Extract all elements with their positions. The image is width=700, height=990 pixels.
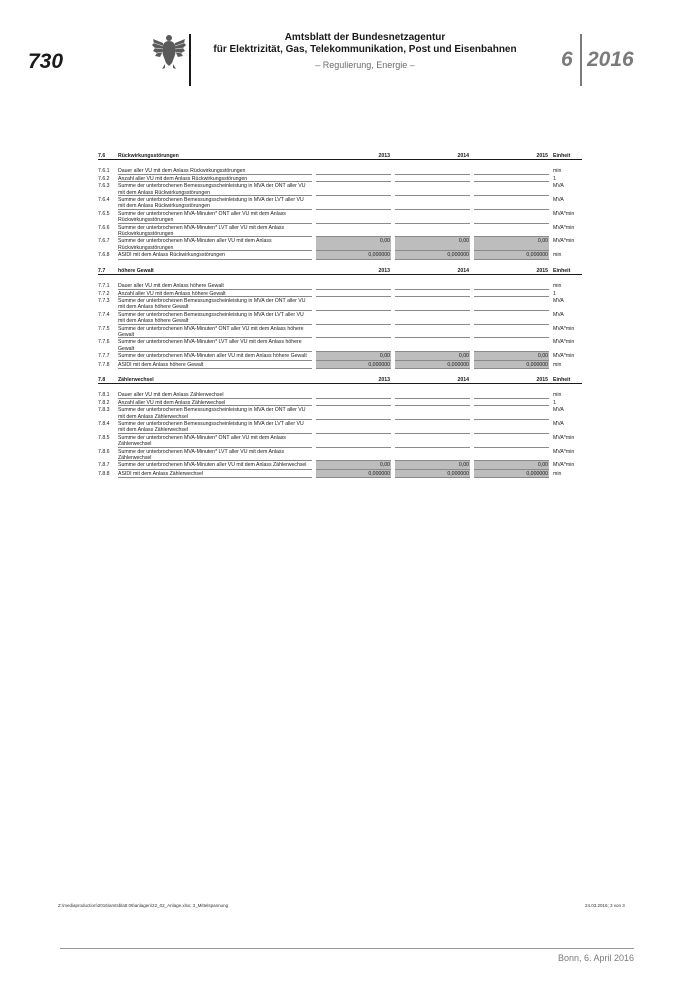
unit-cell: 1: [553, 175, 556, 182]
table-row: [98, 338, 582, 352]
unit-cell: MVA: [553, 421, 564, 427]
table-row: [98, 237, 582, 251]
value-cell: [395, 182, 470, 196]
row-label: Summe der unterbrochenen MVA-Minuten* ONT aller VU mit dem Anlass Rückwirkungsstörungen: [118, 210, 286, 224]
row-number: 7.8.2: [98, 399, 110, 406]
unit-cell: MVA: [553, 297, 564, 304]
value-cell: [474, 406, 549, 420]
value-cell: 0,00: [316, 352, 391, 360]
table-row: [98, 196, 582, 210]
value-cell: [474, 167, 549, 174]
value-cell: 0,00: [395, 352, 470, 360]
footer-file-path: Z:\mediaproduction\2016\amtsblatt 06\anlagen\22_02_Anlage.xlsx; 3_Mittelspannung: [58, 903, 229, 908]
unit-cell: min: [553, 252, 562, 259]
unit-cell: MVA*min: [553, 448, 575, 455]
row-label: Summe der unterbrochenen MVA-Minuten aller VU mit dem Anlass Zählerwechsel: [118, 462, 307, 469]
value-cell: [395, 297, 470, 311]
unit-column-header: Einheit: [553, 153, 571, 159]
value-cell: [316, 420, 391, 434]
table-row: [98, 461, 582, 469]
row-label: Anzahl aller VU mit dem Anlass Zählerwechsel: [118, 399, 226, 406]
value-cell: [474, 434, 549, 448]
table-row: [98, 470, 582, 478]
value-cell: [316, 325, 391, 339]
row-label: Dauer aller VU mit dem Anlass höhere Gewalt: [118, 283, 224, 290]
row-underline: [118, 259, 312, 260]
table-row: [98, 391, 582, 398]
unit-cell: MVA: [553, 311, 564, 318]
row-number: 7.6.2: [98, 175, 110, 182]
value-cell: [316, 448, 391, 462]
unit-cell: 1: [553, 399, 556, 406]
row-number: 7.8.8: [98, 470, 110, 477]
row-number: 7.8.1: [98, 392, 110, 399]
unit-cell: MVA*min: [553, 210, 575, 217]
table-section: [98, 376, 582, 478]
value-cell: 0,000000: [316, 470, 391, 478]
year-column-header: 2013: [378, 267, 390, 274]
section-header-row: [98, 376, 582, 384]
value-cell: [395, 311, 470, 325]
year-column-header: 2013: [378, 153, 390, 159]
table-row: [98, 448, 582, 462]
section-header-row: [98, 267, 582, 275]
unit-cell: 1: [553, 290, 556, 297]
table-row: [98, 399, 582, 406]
value-cell: [316, 210, 391, 224]
value-cell: 0,00: [395, 237, 470, 251]
row-label: Summe der unterbrochenen MVA-Minuten aller VU mit dem Anlass Rückwirkungsstörungen: [118, 238, 272, 251]
row-number: 7.7.4: [98, 311, 110, 318]
value-cell: 0,000000: [474, 361, 549, 369]
value-cell: [474, 399, 549, 406]
year-column-header: 2014: [457, 153, 469, 159]
unit-cell: min: [553, 361, 562, 368]
value-cell: [474, 338, 549, 352]
value-cell: [395, 167, 470, 174]
unit-column-header: Einheit: [553, 267, 571, 274]
row-label: Summe der unterbrochenen MVA-Minuten* ONT aller VU mit dem Anlass höhere Gewalt: [118, 325, 304, 338]
unit-cell: MVA: [553, 407, 564, 414]
row-number: 7.7.8: [98, 361, 110, 368]
unit-cell: min: [553, 392, 562, 399]
year-column-header: 2015: [536, 153, 548, 159]
table-row: [98, 297, 582, 311]
gazette-subtitle: – Regulierung, Energie –: [315, 60, 415, 70]
value-cell: [316, 224, 391, 238]
value-cell: [474, 290, 549, 297]
table-row: [98, 182, 582, 196]
value-cell: [316, 399, 391, 406]
value-cell: [395, 338, 470, 352]
footer-place-date: Bonn, 6. April 2016: [557, 953, 634, 963]
row-label: Summe der unterbrochenen Bemessungsscheinleistung in MVA der LVT aller VU mit dem Anlass höhere Gewalt: [118, 311, 304, 325]
year-column-header: 2013: [378, 376, 390, 383]
value-cell: [474, 311, 549, 325]
value-cell: [395, 391, 470, 398]
value-cell: 0,00: [474, 352, 549, 360]
row-underline: [118, 477, 312, 478]
row-number: 7.8.5: [98, 434, 110, 441]
issue-divider: [580, 34, 582, 86]
value-cell: 0,000000: [395, 361, 470, 369]
value-cell: 0,000000: [474, 251, 549, 259]
value-cell: [316, 406, 391, 420]
unit-cell: MVA*min: [553, 325, 575, 332]
value-cell: [316, 196, 391, 210]
row-label: ASIDI mit dem Anlass Zählerwechsel: [118, 470, 204, 477]
value-cell: [474, 297, 549, 311]
value-cell: [316, 391, 391, 398]
row-number: 7.8.3: [98, 407, 110, 414]
value-cell: 0,000000: [395, 470, 470, 478]
unit-cell: min: [553, 470, 562, 477]
table-row: [98, 434, 582, 448]
data-tables: [98, 152, 582, 485]
value-cell: [474, 182, 549, 196]
unit-cell: MVA*min: [553, 434, 575, 441]
row-label: Summe der unterbrochenen MVA-Minuten* LVT aller VU mit dem Anlass höhere Gewalt: [118, 339, 302, 352]
value-cell: [474, 175, 549, 182]
row-number: 7.7.1: [98, 283, 110, 290]
row-number: 7.8.6: [98, 448, 110, 455]
row-number: 7.6.6: [98, 224, 110, 231]
value-cell: [395, 282, 470, 289]
row-number: 7.6.7: [98, 238, 110, 245]
section-title: höhere Gewalt: [118, 267, 154, 274]
value-cell: [474, 420, 549, 434]
row-number: 7.7.7: [98, 353, 110, 360]
value-cell: [395, 290, 470, 297]
table-row: [98, 251, 582, 259]
unit-cell: MVA*min: [553, 339, 575, 346]
section-number: 7.8: [98, 376, 106, 383]
row-label: Summe der unterbrochenen MVA-Minuten aller VU mit dem Anlass höhere Gewalt: [118, 353, 307, 360]
value-cell: [395, 399, 470, 406]
unit-cell: min: [553, 168, 562, 175]
value-cell: [316, 167, 391, 174]
table-row: [98, 290, 582, 297]
value-cell: 0,00: [316, 237, 391, 251]
row-number: 7.6.4: [98, 197, 110, 204]
row-number: 7.6.3: [98, 183, 110, 190]
gazette-title-line1: Amtsblatt der Bundesnetzagentur: [284, 32, 446, 43]
row-label: ASIDI mit dem Anlass Rückwirkungsstörungen: [118, 252, 225, 259]
year-column-header: 2015: [536, 376, 548, 383]
value-cell: [474, 282, 549, 289]
table-row: [98, 282, 582, 289]
row-label: Summe der unterbrochenen Bemessungsscheinleistung in MVA der LVT aller VU mit dem Anlass Rückwirkungsstörungen: [118, 197, 304, 210]
value-cell: 0,000000: [395, 251, 470, 259]
section-title: Zählerwechsel: [118, 376, 154, 383]
value-cell: [474, 448, 549, 462]
value-cell: 0,00: [474, 461, 549, 469]
value-cell: [316, 338, 391, 352]
row-underline: [118, 368, 312, 369]
row-number: 7.8.7: [98, 462, 110, 469]
table-section: [98, 152, 582, 260]
value-cell: [316, 175, 391, 182]
section-number: 7.6: [98, 153, 106, 159]
unit-cell: MVA*min: [553, 224, 575, 231]
issue-year: 2016: [587, 48, 634, 71]
row-label: Summe der unterbrochenen Bemessungsscheinleistung in MVA der ONT aller VU mit dem Anlass Rückwirkungsstörungen: [118, 183, 306, 196]
page-number: 730: [28, 50, 64, 73]
row-number: 7.7.5: [98, 325, 110, 332]
table-row: [98, 325, 582, 339]
value-cell: [395, 434, 470, 448]
table-row: [98, 167, 582, 174]
value-cell: [316, 282, 391, 289]
unit-cell: min: [553, 283, 562, 290]
row-label: Summe der unterbrochenen Bemessungsscheinleistung in MVA der ONT aller VU mit dem Anlass höhere Gewalt: [118, 297, 306, 311]
table-row: [98, 224, 582, 238]
row-label: Anzahl aller VU mit dem Anlass höhere Gewalt: [118, 290, 226, 297]
unit-cell: MVA: [553, 197, 564, 204]
row-label: Summe der unterbrochenen MVA-Minuten* ONT aller VU mit dem Anlass Zählerwechsel: [118, 434, 286, 448]
issue-number: 6: [561, 48, 573, 71]
footer-page-info: 24.03.2016; 3 von 3: [585, 903, 625, 908]
table-row: [98, 352, 582, 360]
row-label: Summe der unterbrochenen MVA-Minuten* LVT aller VU mit dem Anlass Rückwirkungsstörungen: [118, 224, 285, 238]
value-cell: [474, 224, 549, 238]
unit-cell: MVA*min: [553, 238, 575, 245]
row-label: ASIDI mit dem Anlass höhere Gewalt: [118, 361, 204, 368]
row-label: Dauer aller VU mit dem Anlass Zählerwechsel: [118, 392, 224, 399]
section-number: 7.7: [98, 267, 106, 274]
value-cell: [395, 420, 470, 434]
unit-column-header: Einheit: [553, 376, 571, 383]
row-number: 7.7.2: [98, 290, 110, 297]
value-cell: 0,00: [316, 461, 391, 469]
value-cell: 0,000000: [316, 361, 391, 369]
row-number: 7.7.3: [98, 297, 110, 304]
table-row: [98, 175, 582, 182]
federal-eagle-icon: [152, 33, 186, 69]
value-cell: [474, 196, 549, 210]
table-row: [98, 361, 582, 369]
row-label: Summe der unterbrochenen Bemessungsscheinleistung in MVA der LVT aller VU mit dem Anlass Zählerwechsel: [118, 421, 304, 434]
row-label: Summe der unterbrochenen MVA-Minuten* LVT aller VU mit dem Anlass Zählerwechsel: [118, 448, 285, 462]
value-cell: 0,000000: [474, 470, 549, 478]
gazette-title-line2: für Elektrizität, Gas, Telekommunikation, Post und Eisenbahnen: [213, 44, 517, 55]
year-column-header: 2014: [457, 267, 469, 274]
row-number: 7.6.5: [98, 210, 110, 217]
row-label: Anzahl aller VU mit dem Anlass Rückwirkungsstörungen: [118, 175, 248, 182]
value-cell: 0,00: [474, 237, 549, 251]
year-column-header: 2014: [457, 376, 469, 383]
table-row: [98, 210, 582, 224]
row-number: 7.6.1: [98, 168, 110, 175]
value-cell: [395, 448, 470, 462]
value-cell: [395, 325, 470, 339]
section-title: Rückwirkungsstörungen: [118, 153, 179, 159]
row-label: Summe der unterbrochenen Bemessungsscheinleistung in MVA der ONT aller VU mit dem Anlass Zählerwechsel: [118, 407, 306, 420]
row-number: 7.7.6: [98, 339, 110, 346]
value-cell: 0,00: [395, 461, 470, 469]
value-cell: 0,000000: [316, 251, 391, 259]
row-number: 7.8.4: [98, 421, 110, 427]
row-label: Dauer aller VU mit dem Anlass Rückwirkungsstörungen: [118, 168, 246, 175]
value-cell: [395, 175, 470, 182]
value-cell: [316, 182, 391, 196]
value-cell: [395, 224, 470, 238]
value-cell: [395, 210, 470, 224]
table-row: [98, 406, 582, 420]
table-row: [98, 420, 582, 434]
unit-cell: MVA*min: [553, 353, 575, 360]
row-number: 7.6.8: [98, 252, 110, 259]
unit-cell: MVA*min: [553, 462, 575, 469]
value-cell: [474, 391, 549, 398]
value-cell: [316, 311, 391, 325]
unit-cell: MVA: [553, 183, 564, 190]
value-cell: [474, 325, 549, 339]
value-cell: [395, 196, 470, 210]
value-cell: [474, 210, 549, 224]
value-cell: [316, 290, 391, 297]
year-column-header: 2015: [536, 267, 548, 274]
value-cell: [395, 406, 470, 420]
value-cell: [316, 434, 391, 448]
section-header-row: [98, 152, 582, 160]
footer-rule: [60, 948, 634, 949]
value-cell: [316, 297, 391, 311]
table-row: [98, 311, 582, 325]
table-section: [98, 267, 582, 369]
